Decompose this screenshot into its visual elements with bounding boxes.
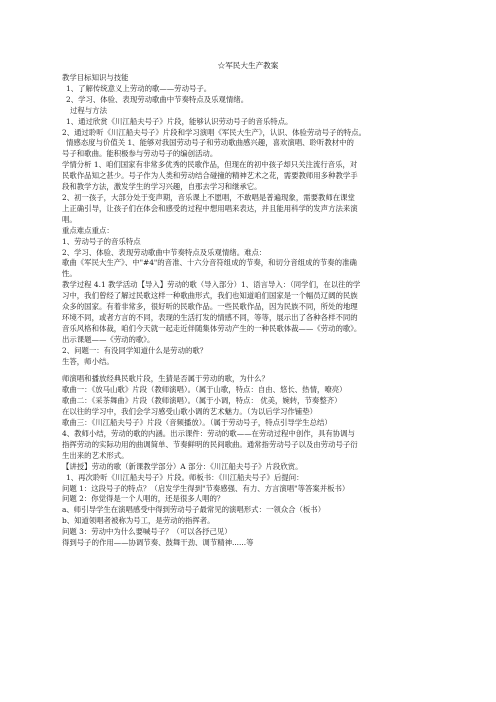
text-line: 学情分析 1、咱们国家有非常多优秀的民歌作品，但现在的初中孩子却只关注流行音乐，对 — [62, 160, 358, 170]
text-line: 唱。 — [62, 214, 77, 224]
text-line: 众多的国家。有着非常多，很好听的民歌作品。一些民歌作品，因为民族不同，所处的地理 — [62, 302, 358, 312]
document-title: ☆军民大生产教案 — [217, 61, 279, 70]
text-line: 生答，师小结。 — [62, 356, 114, 366]
text-line: 性。 — [62, 269, 77, 279]
text-line: 出示课题——《劳动的歌》。 — [62, 334, 155, 344]
text-line: 民歌作品知之甚少。号子作为人类和劳动结合碰撞的精神艺术之花，需要教师用多种教学手 — [62, 171, 358, 181]
text-line: 1、通过欣赏《川江船夫号子》片段，能够认识劳动号子的音乐特点。 — [66, 116, 293, 126]
text-line: 段和教学方法，激发学生的学习兴趣，自那去学习和继承它。 — [62, 182, 262, 192]
text-line: 重点难点重点： — [62, 225, 114, 235]
text-line: 问题 3：劳动中为什么要喊号子？（可以各抒己见） — [62, 527, 232, 537]
text-line: 歌曲一：《放马山歌》片段（教师演唱）。（属于山歌，特点：自由、悠长、热情，嘹亮） — [62, 385, 347, 395]
text-line: 环境不同，或者方言的不同，表现的生活打发的情感不同，等等，展示出了各种各样不同的 — [62, 312, 358, 322]
text-line: 情感态度与价值关 1、能够对我国劳动号子和劳动歌曲感兴趣，喜欢演唱、聆听教材中的 — [66, 138, 354, 148]
text-line: 2、初一孩子，大部分处于变声期，音乐课上不愿唱，不敢唱是普遍现象，需要教师在课堂 — [62, 192, 355, 202]
text-line: 歌曲三：《川江船夫号子》片段（音频播放）。（属于劳动号子，特点引导学生总结） — [62, 418, 332, 428]
text-line: 号子和歌曲。能积极参与劳动号子的编创活动。 — [62, 149, 218, 159]
text-line: 在以往的学习中，我们会学习感受山歌小调的艺术魅力。（为以后学习作铺垫） — [62, 407, 317, 417]
text-line: 教学目标知识与技能 — [62, 73, 129, 82]
text-line: 指挥劳动的实际功用的曲调简单、节奏鲜明的民间歌曲。通常指劳动号子以及由劳动号子衍 — [62, 439, 358, 449]
text-line: 1、了解传统意义上劳动的歌——劳动号子。 — [66, 83, 212, 93]
text-line: 4、教师小结，劳动的歌的内涵。出示课件：劳动的歌——在劳动过程中创作，具有协调与 — [62, 429, 355, 438]
text-line: 【讲授】劳动的歌（新课教学部分）A 部分：《川江船夫号子》片段欣赏。 — [62, 461, 303, 471]
text-line: 生出来的艺术形式。 — [62, 450, 129, 460]
text-line: 1、劳动号子的音乐特点 — [62, 236, 141, 246]
text-line: 歌曲二：《采茶舞曲》片段（教师演唱）。（属于小调，特点： 优美，婉转，节奏整齐） — [62, 396, 342, 406]
text-line: 得到号子的作用——协调节奏、鼓舞干劲、调节精神......等 — [62, 538, 254, 548]
text-line: 上正确引导，让孩子们在体会和感受的过程中想用唱来表达，并且能用科学的发声方法来演 — [62, 203, 358, 213]
text-line: b、知道领唱者被称为号工，是劳动的指挥者。 — [62, 516, 215, 526]
text-line: 2、学习、体验、表现劳动歌曲中节奏特点及乐观情绪。 — [66, 94, 249, 104]
text-line: a、师引导学生在演唱感受中得到劳动号子最常见的演唱形式：一领众合（板书） — [62, 505, 326, 515]
text-line: 歌曲《军民大生产》、中"#4"的音准、十六分音符组成的节奏，和切分音组成的节奏的准确 — [62, 258, 357, 268]
text-line: 音乐风格和体裁，咱们今天就一起走近伴随集体劳动产生的一种民歌体裁——《劳动的歌》。 — [62, 323, 362, 333]
text-line: 1、再次聆听《川江船夫号子》片段。师板书：《川江船夫号子》后提问： — [66, 472, 304, 482]
text-line: 问题 1：这段号子的特点？（启发学生得到"节奏感强、有力、方言演唱"等答案并板书） — [62, 483, 350, 493]
text-line: 师演唱和播放经典民歌片段，生猜是否属于劳动的歌，为什么？ — [62, 374, 269, 384]
text-line: 教学过程 4.1 教学活动【导入】劳动的歌（导入部分）1、语言导入：（同学们，在以往的学 — [62, 280, 361, 290]
text-line: 习中，我们曾经了解过民歌这样一种歌曲形式，我们也知道咱们国家是一个幅员辽阔的民族 — [62, 291, 358, 301]
text-line: 问题 2：你觉得是一个人唱的，还是很多人唱的？ — [62, 494, 225, 504]
text-line: 2、问题一：有没同学知道什么是劳动的歌？ — [62, 345, 208, 355]
document-body — [62, 73, 430, 549]
text-line: 过程与方法 — [70, 105, 107, 115]
text-line: 2、通过聆听《川江船夫号子》片段和学习演唱《军民大生产》，认识、体验劳动号子的特点。 — [62, 127, 367, 137]
text-line: 2、学习、体验、表现劳动歌曲中节奏特点及乐观情绪。难点： — [62, 247, 267, 257]
